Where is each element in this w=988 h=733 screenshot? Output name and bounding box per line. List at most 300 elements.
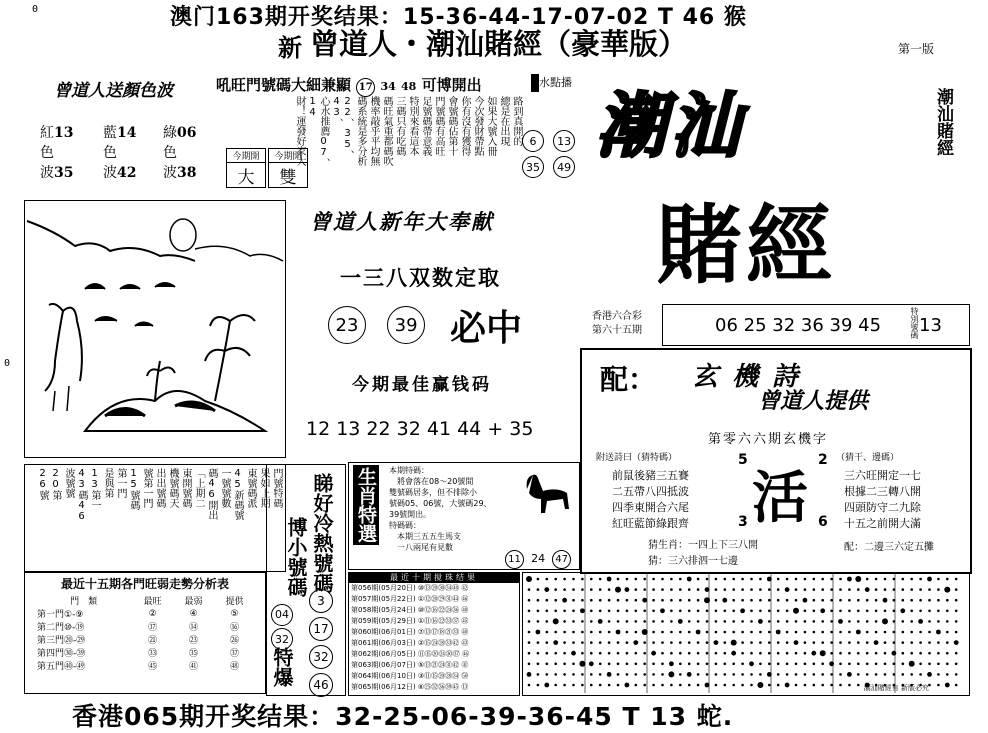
grid-dot xyxy=(715,578,718,581)
hk-numbers-box xyxy=(662,304,970,346)
grid-dot xyxy=(617,673,620,676)
grid-dot xyxy=(866,578,869,581)
grid-dot xyxy=(795,631,798,634)
grid-dot xyxy=(581,599,584,602)
grid-dot xyxy=(528,610,531,613)
grid-dot xyxy=(724,588,727,591)
grid-dot xyxy=(857,588,860,591)
grid-dot xyxy=(786,663,789,666)
grid-dot xyxy=(777,620,780,623)
grid-dot xyxy=(946,663,949,666)
grid-dot xyxy=(741,620,744,623)
grid-dot xyxy=(697,578,700,581)
grid-dot xyxy=(821,673,824,676)
grid-dot xyxy=(526,576,532,582)
grid-dot xyxy=(617,663,620,666)
grid-dot xyxy=(928,599,931,602)
grid-dot xyxy=(910,610,913,613)
grid-dot xyxy=(706,641,709,644)
cold-hot-side-nums: 04 32 xyxy=(271,603,295,650)
grid-dot xyxy=(848,588,851,591)
grid-dot xyxy=(554,578,557,581)
table-row: 第065期(06月12日) ⑥㉕㉜㊱㊴㊺ ⑬ xyxy=(351,683,469,691)
grid-dot xyxy=(599,588,602,591)
table-row: 第062期(06月05日) ⑪⑮⑳㉔㉚㊲ ㊻ xyxy=(351,650,470,658)
grid-dot xyxy=(786,673,789,676)
grid-dot xyxy=(839,673,842,676)
grid-dot xyxy=(830,578,833,581)
grid-dot xyxy=(626,663,629,666)
grid-dot xyxy=(830,684,833,687)
grid-dot xyxy=(661,631,664,634)
grid-dot xyxy=(608,631,611,634)
grid-dot xyxy=(581,652,584,655)
hk-numbers: 06 25 32 36 39 45 xyxy=(715,315,882,336)
poem-guess1: 猜生肖：一四上下三八開 xyxy=(648,540,758,551)
grid-dot xyxy=(652,631,655,634)
grid-dot xyxy=(875,620,878,623)
grid-dot xyxy=(643,673,646,676)
grid-dot xyxy=(544,683,549,688)
grid-dot xyxy=(937,673,940,676)
gift-subtitle: 一三八双数定取 xyxy=(340,265,501,290)
grid-dot xyxy=(572,663,575,666)
grid-dot xyxy=(848,620,851,623)
gift-nums: 23 39 xyxy=(328,306,425,344)
grid-dot xyxy=(855,576,861,582)
landscape-illustration xyxy=(24,200,286,458)
grid-dot xyxy=(581,641,584,644)
grid-dot xyxy=(902,673,905,676)
grid-dot xyxy=(528,663,531,666)
grid-dot xyxy=(750,652,753,655)
grid-dot xyxy=(830,610,833,613)
grid-dot xyxy=(661,684,664,687)
grid-dot xyxy=(608,588,611,591)
grid-dot xyxy=(910,599,913,602)
page-title: 曾道人・潮汕賭經（豪華版） xyxy=(310,27,688,61)
grid-dot xyxy=(643,652,646,655)
grid-dot xyxy=(795,663,798,666)
grid-dot xyxy=(635,631,638,634)
grid-dot xyxy=(599,663,602,666)
grid-dot xyxy=(884,652,887,655)
grid-dot xyxy=(635,610,638,613)
trend-title: 最近十五期各門旺弱走勢分析表 xyxy=(60,577,229,591)
grid-dot xyxy=(670,684,673,687)
grid-dot xyxy=(590,620,593,623)
grid-dot xyxy=(722,598,727,603)
grid-dot xyxy=(955,588,958,591)
this-issue-big: 今期開 大 xyxy=(226,148,266,188)
grid-dot xyxy=(563,641,566,644)
grid-dot xyxy=(715,652,718,655)
grid-dot xyxy=(839,610,842,613)
grid-dot xyxy=(678,619,683,624)
grid-dot xyxy=(670,641,673,644)
grid-dot xyxy=(579,661,585,667)
edition-label: 第一版 xyxy=(898,42,935,56)
grid-dot xyxy=(750,631,753,634)
grid-dot xyxy=(909,661,915,667)
grid-dot xyxy=(670,599,673,602)
grid-dot xyxy=(617,652,620,655)
grid-dot xyxy=(599,578,602,581)
grid-dot xyxy=(546,663,549,666)
grid-dot xyxy=(839,663,842,666)
grid-dot xyxy=(955,631,958,634)
grid-dot xyxy=(544,587,549,592)
grid-dot xyxy=(820,650,826,656)
grid-dot xyxy=(668,671,674,677)
poem-title: 玄機詩 xyxy=(692,362,813,392)
grid-dot xyxy=(821,578,824,581)
logo-line2: 賭經 xyxy=(656,195,836,296)
grid-dot xyxy=(537,588,540,591)
hk-special: 13 xyxy=(919,315,942,336)
zodiac-text-columns: 門號特碼 果如上期 東號碼派 45新碼號 一號號數 碼46開出 「上期二 東開號碼 機號碼天 出出號碼 號第一門 15號碼 第一門 是與第 13第一 43碼46 波號號 20第 26號 xyxy=(37,468,282,522)
grid-dot xyxy=(626,641,629,644)
grid-dot xyxy=(572,620,575,623)
grid-dot xyxy=(581,620,584,623)
zodiac-special-box xyxy=(348,462,580,570)
grid-dot xyxy=(670,620,673,623)
grid-dot xyxy=(813,620,816,623)
grid-dot xyxy=(750,673,753,676)
grid-dot xyxy=(635,684,638,687)
grid-dot xyxy=(884,578,887,581)
grid-dot xyxy=(724,641,727,644)
poem-char: 活 xyxy=(752,465,808,531)
grid-dot xyxy=(757,682,763,688)
grid-dot xyxy=(945,683,950,688)
grid-dot xyxy=(617,610,620,613)
grid-dot xyxy=(857,610,860,613)
grid-dot xyxy=(900,608,905,613)
grid-dot xyxy=(768,652,771,655)
grid-dot xyxy=(554,663,557,666)
grid-dot xyxy=(866,631,869,634)
grid-dot xyxy=(688,599,691,602)
grid-dot xyxy=(839,599,842,602)
grid-dot xyxy=(546,578,549,581)
grid-dot xyxy=(679,599,682,602)
grid-dot xyxy=(598,619,603,624)
grid-dot xyxy=(955,673,958,676)
grid-dot xyxy=(590,641,593,644)
grid-dot xyxy=(652,578,655,581)
poem-guess2: 猜：三六排泗一七邊 xyxy=(648,556,738,567)
grid-dot xyxy=(715,663,718,666)
grid-dot xyxy=(919,588,922,591)
grid-dot xyxy=(715,599,718,602)
table-row: 第061期(06月03日) ②⑮㉔㉘㉝㊷ ㊸ xyxy=(351,639,469,647)
table-row: 第058期(05月24日) ⑩⑫⑯㉒㉔㊱ ㊵ xyxy=(351,606,469,614)
grid-dot xyxy=(652,588,655,591)
grid-dot xyxy=(607,577,612,582)
grid-dot xyxy=(528,641,531,644)
grid-dot xyxy=(848,610,851,613)
grid-dot xyxy=(546,673,549,676)
grid-dot xyxy=(955,578,958,581)
grid-dot xyxy=(777,663,780,666)
grid-dot xyxy=(687,577,692,582)
grid-dot xyxy=(786,652,789,655)
grid-dot xyxy=(563,673,566,676)
grid-dot xyxy=(688,631,691,634)
grid-dot xyxy=(804,684,807,687)
grid-dot xyxy=(946,641,949,644)
grid-dot xyxy=(607,672,612,677)
grid-dot xyxy=(608,652,611,655)
grid-dot xyxy=(599,599,602,602)
grid-dot xyxy=(768,684,771,687)
grid-dot xyxy=(661,652,664,655)
grid-dot xyxy=(679,578,682,581)
grid-dot xyxy=(795,673,798,676)
grid-dot xyxy=(750,641,753,644)
big-code-columns: 路到真開的 總是在出現 如果大號入冊 今次發財帶點 你有沒有獲得 會號碼佔第十 門號碼有高旺 足號碼帶意義 特別來看這本 三碼只有吃碼 碼旺氣重都碼吹 機率敲乎平均無 碼系統是多分析 22、35、43、 心水推薦07、14 財！運發好家大 xyxy=(294,96,522,168)
grid-dot xyxy=(875,663,878,666)
grid-dot xyxy=(821,641,824,644)
grid-dot xyxy=(937,652,940,655)
grid-dot xyxy=(884,663,887,666)
grid-dot xyxy=(830,652,833,655)
grid-dot xyxy=(758,619,763,624)
table-row: 第064期(06月10日) ③⑪⑮⑳㉘㉞ ㊿ xyxy=(351,672,469,680)
grid-dot xyxy=(670,631,673,634)
grid-dot xyxy=(741,673,744,676)
grid-dot xyxy=(821,588,824,591)
grid-dot xyxy=(652,599,655,602)
table-row: 第059期(05月29日) ①⑪⑯㉒㉝㊲ ㊺ xyxy=(351,617,469,625)
grid-dot xyxy=(857,684,860,687)
grid-dot xyxy=(776,630,781,635)
grid-dot xyxy=(813,599,816,602)
grid-dot xyxy=(537,684,540,687)
trend-table xyxy=(35,594,255,672)
grid-dot xyxy=(554,652,557,655)
grid-dot xyxy=(946,599,949,602)
grid-dot xyxy=(528,620,531,623)
grid-dot xyxy=(759,610,762,613)
grid-dot xyxy=(813,684,816,687)
grid-dot xyxy=(946,673,949,676)
grid-dot xyxy=(581,578,584,581)
grid-dot xyxy=(732,631,735,634)
grid-dot xyxy=(821,620,824,623)
grid-dot xyxy=(643,663,646,666)
grid-dot xyxy=(777,641,780,644)
grid-dot xyxy=(527,672,532,677)
grid-dot xyxy=(679,673,682,676)
grid-dot xyxy=(608,620,611,623)
grid-dot xyxy=(715,610,718,613)
grid-dot xyxy=(813,610,816,613)
grid-dot xyxy=(875,578,878,581)
grid-dot xyxy=(732,663,735,666)
logo-line1: 潮汕 xyxy=(596,84,744,167)
poem-n5: 5 xyxy=(738,452,748,468)
table-row: 第一門①-⑨ ② ④ ⑤ xyxy=(37,608,239,620)
grid-dot xyxy=(617,620,620,623)
grid-dot xyxy=(546,652,549,655)
grid-dot xyxy=(617,578,620,581)
zodiac-special-text: 本期特碼： 將會落在08～20號間 雙號碼居多，但不排除小 號碼05、06號，大號碼29、 39號開出。 特碼碼： 本期三五五生馬支 一八兩尾有見數 xyxy=(389,466,492,552)
grid-dot xyxy=(554,631,557,634)
grid-dot xyxy=(741,641,744,644)
grid-dot xyxy=(635,620,638,623)
grid-dot xyxy=(626,631,629,634)
grid-dot xyxy=(633,640,638,645)
grid-dot xyxy=(759,599,762,602)
grid-dot xyxy=(608,641,611,644)
grid-dot xyxy=(804,673,807,676)
grid-dot xyxy=(724,631,727,634)
grid-dot xyxy=(741,684,744,687)
grid-dot xyxy=(732,588,735,591)
grid-dot xyxy=(937,684,940,687)
grid-dot xyxy=(839,652,842,655)
grid-dot xyxy=(902,599,905,602)
corner-mark: 0 xyxy=(4,358,11,369)
grid-dot xyxy=(883,598,888,603)
grid-dot xyxy=(786,631,789,634)
grid-dot xyxy=(697,599,700,602)
grid-dot xyxy=(928,610,931,613)
grid-dot xyxy=(910,588,913,591)
grid-dot xyxy=(866,652,869,655)
grid-dot xyxy=(902,578,905,581)
grid-dot xyxy=(848,652,851,655)
cold-hot-box xyxy=(266,464,346,696)
grid-dot xyxy=(679,663,682,666)
grid-dot xyxy=(927,672,932,677)
big-code-circles: 6 13 35 49 xyxy=(520,128,578,180)
grid-dot xyxy=(660,608,665,613)
grid-dot xyxy=(732,599,735,602)
copyright: 潮汕賭經有 新版必究 xyxy=(863,684,929,692)
title-prefix: 新 xyxy=(278,33,302,62)
grid-dot xyxy=(706,652,709,655)
grid-dot xyxy=(732,684,735,687)
grid-dot xyxy=(732,620,735,623)
grid-dot xyxy=(608,599,611,602)
grid-dot xyxy=(553,640,558,645)
grid-dot xyxy=(884,631,887,634)
grid-dot xyxy=(830,599,833,602)
grid-dot xyxy=(955,652,958,655)
hot-num: 17 xyxy=(356,78,375,97)
grid-dot xyxy=(795,684,798,687)
grid-dot xyxy=(777,599,780,602)
grid-dot xyxy=(848,599,851,602)
grid-dot xyxy=(928,663,931,666)
grid-dot xyxy=(856,630,861,635)
grid-dot xyxy=(741,631,744,634)
grid-dot xyxy=(687,672,692,677)
grid-dot xyxy=(537,641,540,644)
grid-dot xyxy=(635,599,638,602)
grid-dot xyxy=(724,652,727,655)
grid-dot xyxy=(571,651,576,656)
grid-dot xyxy=(919,610,922,613)
grid-dot xyxy=(643,620,646,623)
grid-dot xyxy=(572,631,575,634)
grid-dot xyxy=(563,684,566,687)
poem-n6: 6 xyxy=(818,514,828,530)
poem-n3: 3 xyxy=(738,514,748,530)
grid-dot xyxy=(697,673,700,676)
grid-dot xyxy=(875,631,878,634)
grid-dot xyxy=(777,610,780,613)
grid-dot xyxy=(750,610,753,613)
grid-dot xyxy=(768,599,771,602)
grid-dot xyxy=(804,641,807,644)
grid-dot xyxy=(777,673,780,676)
grid-dot xyxy=(804,620,807,623)
grid-dot xyxy=(590,684,593,687)
table-row: 第063期(06月07日) ⑤⑬㉑㉔㉛㊷ ㊶ xyxy=(351,661,469,669)
grid-dot xyxy=(813,663,816,666)
gift-title: 曾道人新年大奉献 xyxy=(310,209,494,234)
grid-dot xyxy=(635,652,638,655)
poem-box xyxy=(580,348,972,574)
grid-dot xyxy=(528,684,531,687)
grid-dot xyxy=(830,641,833,644)
grid-dot xyxy=(563,620,566,623)
grid-dot xyxy=(706,673,709,676)
grid-dot xyxy=(848,684,851,687)
logo-side: 潮汕賭經 xyxy=(933,88,953,156)
grid-dot xyxy=(902,663,905,666)
grid-dot xyxy=(563,631,566,634)
grid-dot xyxy=(804,588,807,591)
grid-dot xyxy=(731,640,737,646)
grid-dot xyxy=(813,673,816,676)
grid-dot xyxy=(936,630,941,635)
grid-dot xyxy=(795,620,798,623)
poem-pei2: 配：二邊三六定五攤 xyxy=(844,542,934,553)
grid-dot xyxy=(537,673,540,676)
grid-dot xyxy=(884,641,887,644)
grid-dot xyxy=(715,673,718,676)
grid-dot xyxy=(546,631,549,634)
grid-dot xyxy=(919,578,922,581)
grid-dot xyxy=(651,651,656,656)
grid-dot xyxy=(563,588,566,591)
grid-dot xyxy=(759,631,762,634)
grid-dot xyxy=(830,673,833,676)
grid-dot xyxy=(910,641,913,644)
grid-dot xyxy=(919,673,922,676)
grid-dot xyxy=(910,578,913,581)
grid-dot xyxy=(821,599,824,602)
grid-dot xyxy=(714,640,719,645)
grid-dot xyxy=(813,631,816,634)
grid-dot xyxy=(910,673,913,676)
grid-dot xyxy=(732,610,735,613)
grid-dot xyxy=(955,610,958,613)
grid-dot xyxy=(715,588,718,591)
grid-dot xyxy=(724,578,727,581)
grid-dot xyxy=(795,652,798,655)
grid-dot xyxy=(590,631,593,634)
grid-dot xyxy=(866,610,869,613)
grid-dot xyxy=(697,610,700,613)
grid-dot xyxy=(768,631,771,634)
grid-dot xyxy=(724,673,727,676)
